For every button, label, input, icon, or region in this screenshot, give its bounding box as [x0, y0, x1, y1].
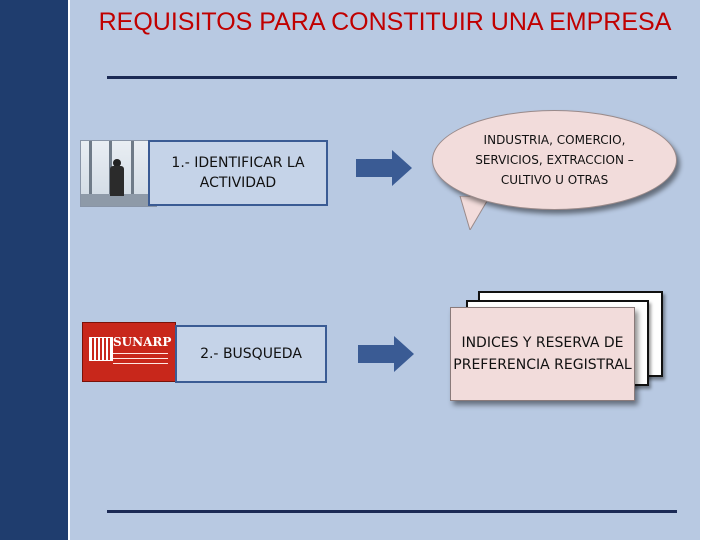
- step-1-box: [148, 140, 328, 206]
- step-1-callout-text: INDUSTRIA, COMERCIO, SERVICIOS, EXTRACCION – CULTIVO U OTRAS: [475, 133, 634, 187]
- slide-title: REQUISITOS PARA CONSTITUIR UNA EMPRESA: [98, 8, 672, 36]
- step-1-callout: [432, 110, 677, 210]
- bottom-divider: [107, 510, 677, 513]
- step-1-arrow: [356, 150, 412, 186]
- step-2-label: 2.- BUSQUEDA: [200, 346, 302, 362]
- step-1-label: 1.- IDENTIFICAR LA ACTIVIDAD: [171, 155, 305, 191]
- sunarp-logo-icon: [82, 322, 176, 382]
- step-2-callout-text: INDICES Y RESERVA DE PREFERENCIA REGISTRAL: [453, 335, 632, 373]
- step-2-box: [175, 325, 327, 383]
- step-2-callout: [450, 307, 635, 401]
- right-margin: [700, 0, 720, 540]
- slide-background: [70, 0, 700, 540]
- title-divider: [107, 76, 677, 79]
- left-accent-band: [0, 0, 70, 540]
- logo-text: SUNARP: [113, 335, 172, 349]
- businessman-window-photo-icon: [80, 140, 157, 207]
- step-2-arrow: [358, 336, 414, 372]
